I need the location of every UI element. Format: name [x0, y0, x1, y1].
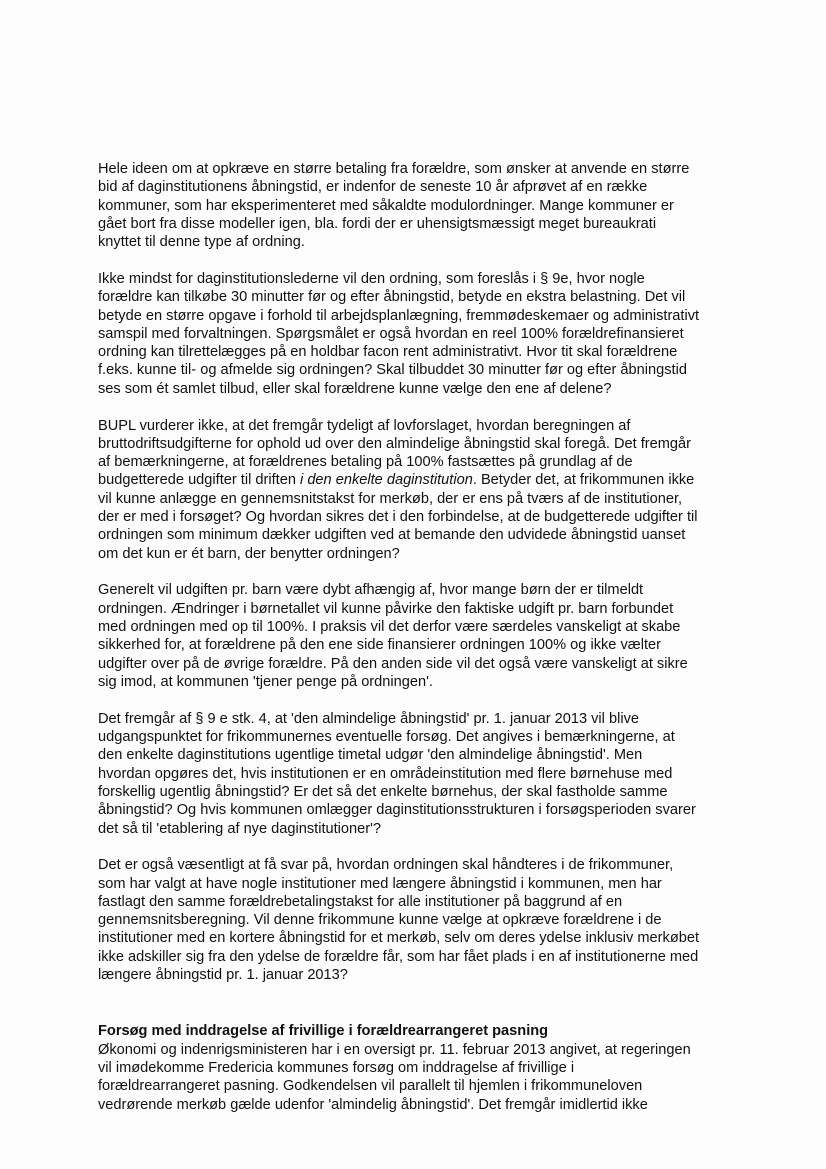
- text-line: knyttet til denne type af ordning.: [98, 234, 305, 251]
- text-line: af bemærkningerne, at forældrenes betaling på 100% fastsættes på grundlag af de: [98, 454, 633, 471]
- text-line: sikkerhed for, at forældrene på den ene side finansierer ordningen 100% og ikke vælter: [98, 637, 662, 654]
- text-line: Generelt vil udgiften pr. barn være dybt afhængig af, hvor mange børn der er tilmeldt: [98, 582, 644, 599]
- section-frivillige: [98, 1022, 730, 1113]
- text-line: sig imod, at kommunen 'tjener penge på ordningen'.: [98, 673, 433, 690]
- text-line: Hele ideen om at opkræve en større betaling fra forældre, som ønsker at anvende en større: [98, 161, 690, 177]
- text-line: vedrørende merkøb gælde udenfor 'almindelig åbningstid'. Det fremgår imidlertid ikke: [98, 1096, 648, 1113]
- text-line: forældrearrangeret pasning. Godkendelsen vil parallelt til hjemlen i frikommuneloven: [98, 1078, 643, 1095]
- text-line: kommuner, som har eksperimenteret med såkaldte modulordninger. Mange kommuner er: [98, 197, 674, 214]
- text-line: ikke adskiller sig fra den ydelse de forældre får, som har fået plads i en af institutionerne med: [98, 948, 699, 965]
- text-fragment: budgetterede udgifter til driften: [98, 472, 301, 489]
- text-line: der er med i forsøget? Og hvordan sikres det i den forbindelse, at de budgetterede udgifter til: [98, 509, 698, 526]
- text-line: vil imødekomme Fredericia kommunes forsøg om inddragelse af frivillige i: [98, 1059, 575, 1076]
- section-heading: Forsøg med inddragelse af frivillige i forældrearrangeret pasning: [98, 1023, 549, 1040]
- paragraph-3: [98, 417, 730, 563]
- paragraph-1: [98, 160, 730, 251]
- text-line: den enkelte daginstitutions ugentlige timetal udgør 'den almindelige åbningstid'. Men: [98, 747, 643, 764]
- text-line: bruttodriftsudgifterne for ophold ud over den almindelige åbningstid skal foregå. Det fremgår: [98, 435, 692, 452]
- paragraph-6: [98, 856, 730, 984]
- italic-text: i den enkelte daginstitution: [300, 472, 473, 489]
- text-line: bid af daginstitutionens åbningstid, er indenfor de seneste 10 år afprøvet af en række: [98, 179, 648, 196]
- text-line: gået bort fra disse modeller igen, bla. fordi der er uhensigtsmæssigt meget bureaukrati: [98, 215, 657, 232]
- text-line: længere åbningstid pr. 1. januar 2013?: [98, 967, 348, 984]
- text-line: betyde en større opgave i forhold til arbejdsplanlægning, fremmødeskemaer og administrativt: [98, 307, 700, 324]
- text-line: samspil med forvaltningen. Spørgsmålet er også hvordan en reel 100% forældrefinansieret: [98, 325, 684, 342]
- text-line: Økonomi og indenrigsministeren har i en oversigt pr. 11. februar 2013 angivet, at regeringen: [98, 1041, 691, 1058]
- paragraph-5: [98, 710, 730, 838]
- text-line: BUPL vurderer ikke, at det fremgår tydeligt af lovforslaget, hvordan beregningen af: [98, 417, 631, 434]
- text-line: ordningen som minimum dækker udgiften ved at bemande den udvidede åbningstid uanset: [98, 527, 686, 544]
- text-line: åbningstid? Og hvis kommunen omlægger daginstitutionsstrukturen i forsøgsperioden svarer: [98, 802, 696, 819]
- text-line: med ordningen med op til 100%. I praksis vil det derfor være særdeles vanskeligt at skabe: [98, 619, 681, 636]
- text-line: Det fremgår af § 9 e stk. 4, at 'den almindelige åbningstid' pr. 1. januar 2013 vil blive: [98, 710, 639, 727]
- text-line: forskellig ugentlig åbningstid? Er det så det enkelte børnehus, der skal fastholde samme: [98, 783, 668, 800]
- document-body: [98, 160, 730, 1114]
- text-line: hvordan opgøres det, hvis institutionen er en områdeinstitution med flere børnehuse med: [98, 765, 673, 782]
- text-line: udgifter over på de øvrige forældre. På den anden side vil det også være vanskeligt at sikre: [98, 655, 688, 672]
- text-line: f.eks. kunne til- og afmelde sig ordningen? Skal tilbuddet 30 minutter før og efter åbningstid: [98, 362, 687, 379]
- text-line: det så til 'etablering af nye daginstitutioner'?: [98, 820, 382, 837]
- text-line: om det kun er ét barn, der benytter ordningen?: [98, 545, 400, 562]
- paragraph-4: [98, 581, 730, 691]
- text-line: gennemsnitsberegning. Vil denne frikommune kunne vælge at opkræve forældrene i de: [98, 912, 662, 929]
- text-line: ordningen. Ændringer i børnetallet vil kunne påvirke den faktiske udgift pr. barn forbundet: [98, 600, 674, 617]
- text-fragment: . Betyder det, at frikommunen ikke: [472, 472, 695, 489]
- text-line: forældre kan tilkøbe 30 minutter før og efter åbningstid, betyde en ekstra belastning. Det vil: [98, 289, 686, 306]
- text-line: ordning kan tilrettelægges på en holdbar facon rent administrativt. Hvor tit skal forældrene: [98, 344, 678, 361]
- text-line: Ikke mindst for daginstitutionslederne vil den ordning, som foreslås i § 9e, hvor nogle: [98, 270, 645, 287]
- text-line: fastlagt den samme forældrebetalingstakst for alle institutioner på baggrund af en: [98, 893, 623, 910]
- text-line: som har valgt at have nogle institutioner med længere åbningstid i kommunen, men har: [98, 875, 662, 892]
- text-line: udgangspunktet for frikommunernes eventuelle forsøg. Det angives i bemærkningerne, at: [98, 729, 675, 746]
- paragraph-2: [98, 270, 730, 398]
- text-line: vil kunne anlægge en gennemsnitstakst for merkøb, der er ens på tværs af de institutioner,: [98, 490, 683, 507]
- text-line: institutioner med en kortere åbningstid for et merkøb, selv om deres ydelse inklusiv merkøbet: [98, 930, 700, 947]
- text-line: ses som ét samlet tilbud, eller skal forældrene kunne vælge den ene af delene?: [98, 380, 612, 397]
- text-line: [98, 471, 730, 489]
- text-line: Det er også væsentligt at få svar på, hvordan ordningen skal håndteres i de frikommuner,: [98, 857, 674, 874]
